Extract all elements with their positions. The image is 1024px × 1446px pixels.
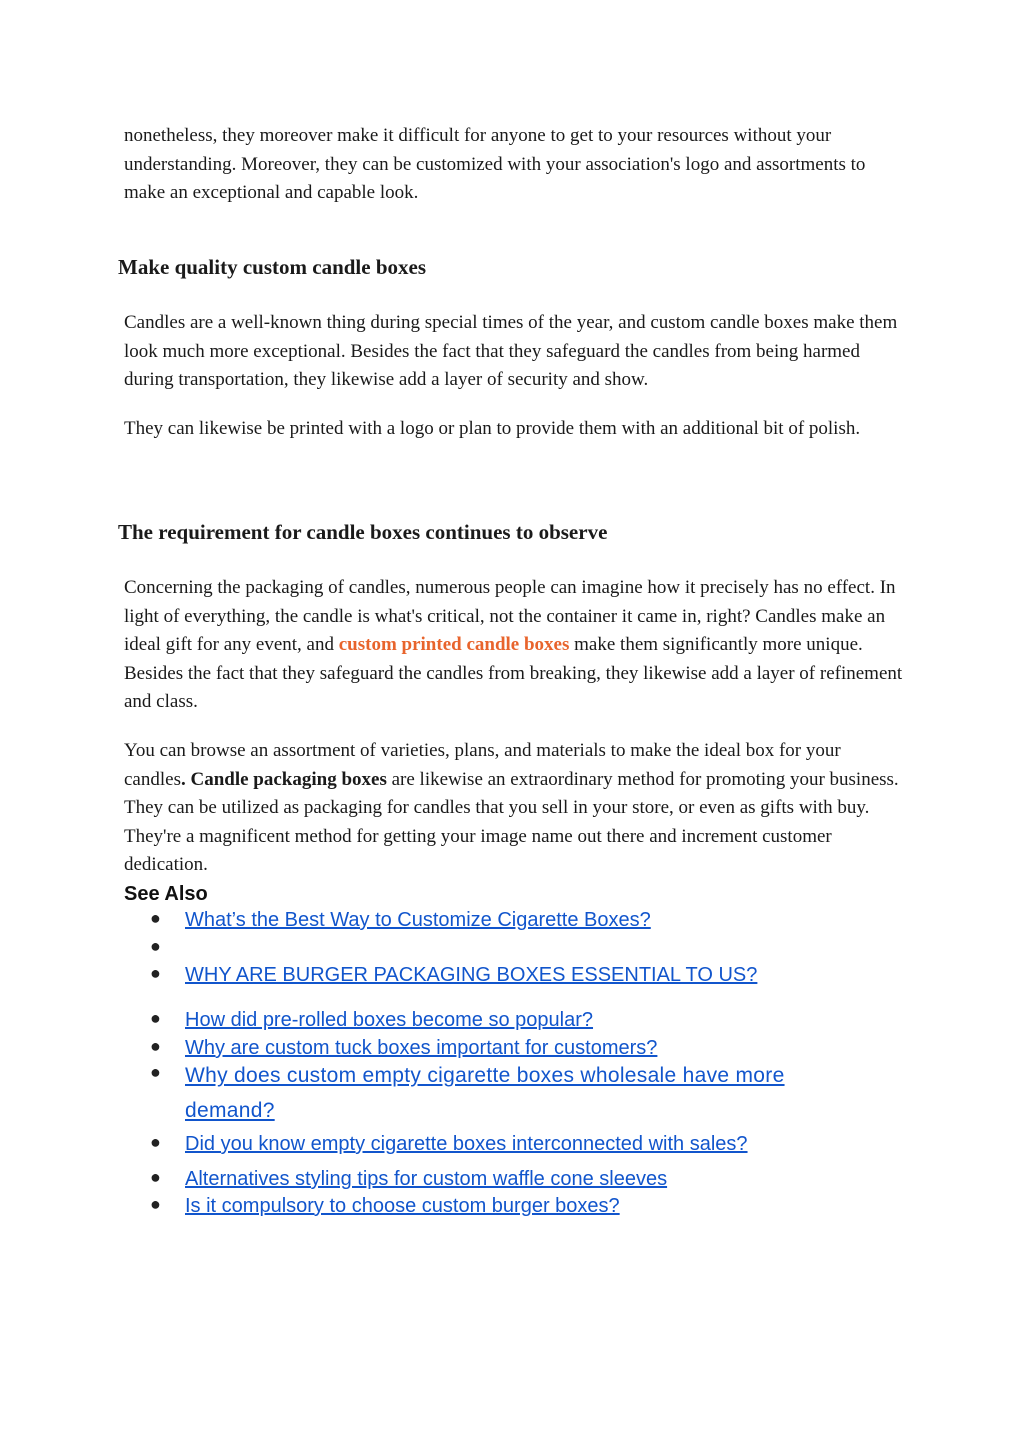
see-also-link-burger-packaging[interactable]: WHY ARE BURGER PACKAGING BOXES ESSENTIAL TO US? xyxy=(185,964,758,986)
browse-text-end: are likewise an extraordinary method for promoting your business. They can be utilized as packaging for candles that you sell in your store, or even as gifts with buy. They're a magnificent method for getting your image name out there and increment customer dedication. xyxy=(124,768,899,875)
bullet-icon: ● xyxy=(150,936,161,956)
section-heading-candle-boxes: Make quality custom candle boxes xyxy=(118,255,427,279)
see-also-link-wholesale[interactable]: Why does custom empty cigarette boxes wholesale have more demand? xyxy=(185,1064,785,1122)
bullet-icon: ● xyxy=(150,1008,161,1028)
printing-paragraph: They can likewise be printed with a logo or plan to provide them with an additional bit of polish. xyxy=(124,418,861,439)
bullet-icon: ● xyxy=(150,1036,161,1056)
bullet-icon: ● xyxy=(150,908,161,928)
see-also-link-sales[interactable]: Did you know empty cigarette boxes interconnected with sales? xyxy=(185,1133,748,1155)
candles-paragraph: Candles are a well-known thing during special times of the year, and custom candle boxes make them look much more exceptional. Besides the fact that they safeguard the candles from being harmed during transportation, they likewise add a layer of security and show. xyxy=(124,312,898,390)
see-also-link-pre-rolled[interactable]: How did pre-rolled boxes become so popular? xyxy=(185,1009,594,1031)
section-heading-requirement: The requirement for candle boxes continues to observe xyxy=(118,520,608,544)
browse-paragraph xyxy=(124,737,904,880)
packaging-text-end: make them significantly more unique. Besides the fact that they safeguard the candles from breaking, they likewise add a layer of refinement and class. xyxy=(124,634,903,712)
bullet-icon: ● xyxy=(150,1194,161,1214)
packaging-paragraph xyxy=(124,574,904,717)
packaging-text-start: Concerning the packaging of candles, numerous people can imagine how it precisely has no effect. In light of everything, the candle is what's critical, not the container it came in, right? Candles make an ideal gift for any event, and xyxy=(124,577,896,655)
bullet-icon: ● xyxy=(150,1062,161,1082)
candle-packaging-boxes-bold: . Candle packaging boxes xyxy=(180,768,387,790)
see-also-link-cigarette-boxes[interactable]: What’s the Best Way to Customize Cigarette Boxes? xyxy=(185,909,651,931)
bullet-icon: ● xyxy=(150,1132,161,1152)
bullet-icon: ● xyxy=(150,963,161,983)
browse-text-start: You can browse an assortment of varieties, plans, and materials to make the ideal box for your candles xyxy=(124,740,841,790)
see-also-link-tuck-boxes[interactable]: Why are custom tuck boxes important for customers? xyxy=(185,1037,658,1059)
custom-printed-candle-boxes-link[interactable]: custom printed candle boxes xyxy=(338,634,570,655)
bullet-icon: ● xyxy=(150,1167,161,1187)
see-also-link-waffle-cone[interactable]: Alternatives styling tips for custom waffle cone sleeves xyxy=(185,1168,668,1190)
see-also-heading: See Also xyxy=(124,883,208,905)
see-also-link-burger-boxes[interactable]: Is it compulsory to choose custom burger boxes? xyxy=(185,1195,620,1217)
intro-paragraph: nonetheless, they moreover make it difficult for anyone to get to your resources without your understanding. Moreover, they can be customized with your association's logo and assortments to make an exceptional and capable look. xyxy=(124,125,866,203)
